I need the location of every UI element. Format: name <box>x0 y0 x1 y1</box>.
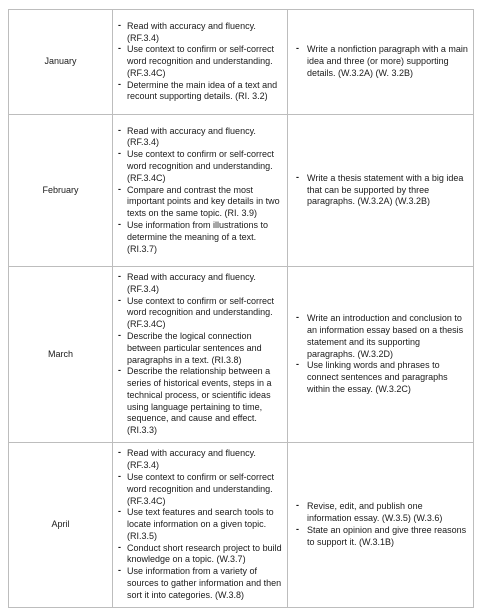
month-row-february <box>9 115 474 267</box>
list-item: - Determine the main idea of a text and recount supporting details. (RI. 3.2) <box>127 80 283 104</box>
list-item: - Use context to confirm or self-correct word recognition and understanding. (RF.3.4C) <box>127 296 283 331</box>
reading-standards-list <box>113 272 287 437</box>
month-label: January <box>9 10 113 115</box>
list-item: - Revise, edit, and publish one information essay. (W.3.5) (W.3.6) <box>307 501 469 525</box>
reading-standards-list <box>113 448 287 601</box>
list-item: - Write a nonfiction paragraph with a main idea and three (or more) supporting details. (W.3.2A) (W. 3.2B) <box>307 44 469 79</box>
month-row-january <box>9 10 474 115</box>
writing-standards-list <box>288 173 473 208</box>
reading-standards-cell <box>113 267 288 443</box>
list-item: - Compare and contrast the most important points and key details in two texts on the same topic. (RI. 3.9) <box>127 185 283 220</box>
list-item: - Use linking words and phrases to connect sentences and paragraphs within the essay. (W.3.2C) <box>307 360 469 395</box>
list-item: - Read with accuracy and fluency. (RF.3.4) <box>127 448 283 472</box>
reading-standards-list <box>113 21 287 104</box>
month-label: March <box>9 267 113 443</box>
list-item: - Read with accuracy and fluency. (RF.3.4) <box>127 272 283 296</box>
writing-standards-cell <box>288 267 474 443</box>
list-item: - Describe the logical connection between particular sentences and paragraphs in a text. (RI.3.8) <box>127 331 283 366</box>
list-item: - Use text features and search tools to locate information on a given topic. (RI.3.5) <box>127 507 283 542</box>
list-item: - Read with accuracy and fluency. (RF.3.4) <box>127 126 283 150</box>
writing-standards-cell <box>288 10 474 115</box>
writing-standards-cell <box>288 115 474 267</box>
month-row-march <box>9 267 474 443</box>
list-item: - Describe the relationship between a series of historical events, steps in a technical process, or scientific ideas using language pertaining to time, sequence, and cause and effect. (RI.3.3) <box>127 366 283 437</box>
curriculum-table <box>8 9 474 608</box>
reading-standards-cell <box>113 443 288 608</box>
list-item: - State an opinion and give three reasons to support it. (W.3.1B) <box>307 525 469 549</box>
month-row-april <box>9 443 474 608</box>
list-item: - Write an introduction and conclusion to an information essay based on a thesis statement and its supporting paragraphs. (W.3.2D) <box>307 313 469 360</box>
reading-standards-cell <box>113 10 288 115</box>
list-item: - Use context to confirm or self-correct word recognition and understanding. (RF.3.4C) <box>127 149 283 184</box>
list-item: - Conduct short research project to build knowledge on a topic. (W.3.7) <box>127 543 283 567</box>
list-item: - Use context to confirm or self-correct word recognition and understanding. (RF.3.4C) <box>127 472 283 507</box>
month-label: February <box>9 115 113 267</box>
list-item: - Read with accuracy and fluency. (RF.3.4) <box>127 21 283 45</box>
month-label: April <box>9 443 113 608</box>
writing-standards-cell <box>288 443 474 608</box>
list-item: - Use information from illustrations to determine the meaning of a text. (RI.3.7) <box>127 220 283 255</box>
reading-standards-list <box>113 126 287 256</box>
writing-standards-list <box>288 44 473 79</box>
list-item: - Use information from a variety of sources to gather information and then sort it into categories. (W.3.8) <box>127 566 283 601</box>
list-item: - Write a thesis statement with a big idea that can be supported by three paragraphs. (W.3.2A) (W.3.2B) <box>307 173 469 208</box>
reading-standards-cell <box>113 115 288 267</box>
writing-standards-list <box>288 313 473 396</box>
writing-standards-list <box>288 501 473 548</box>
list-item: - Use context to confirm or self-correct word recognition and understanding. (RF.3.4C) <box>127 44 283 79</box>
